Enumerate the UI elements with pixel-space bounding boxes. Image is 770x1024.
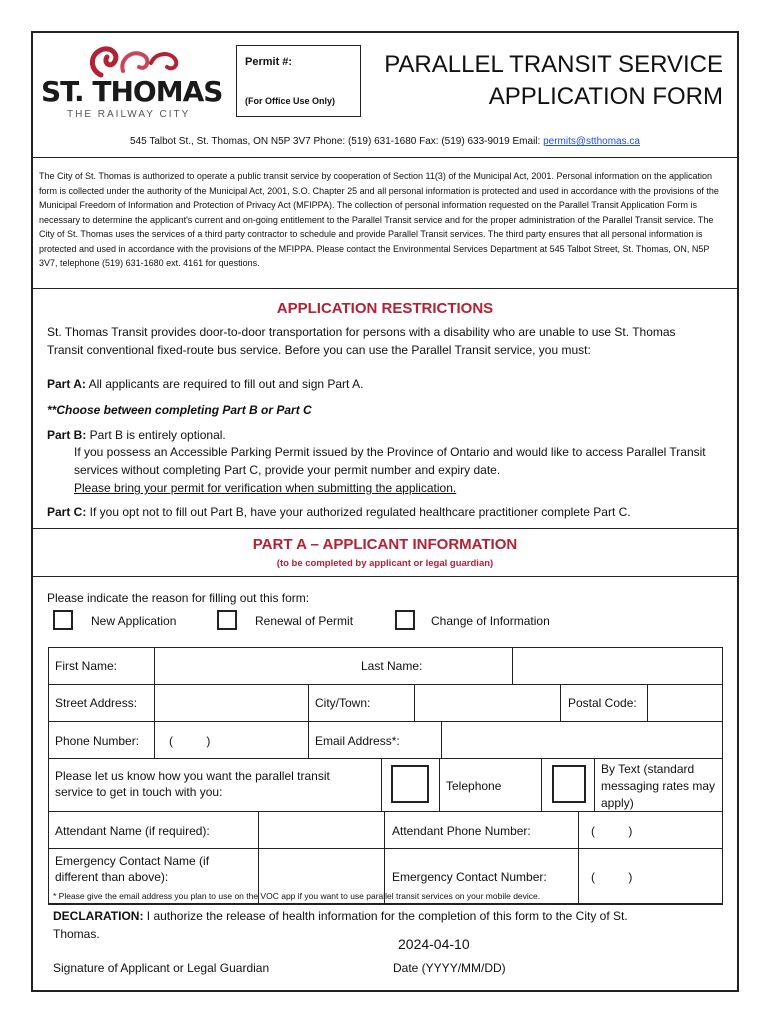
renewal-checkbox[interactable] [217, 610, 237, 630]
grid-line [49, 684, 722, 685]
part-a-subtitle: (to be completed by applicant or legal guardian) [276, 558, 494, 569]
title-line-2: APPLICATION FORM [488, 83, 723, 110]
signature-label: Signature of Applicant or Legal Guardian [53, 961, 270, 975]
email-field[interactable] [442, 722, 722, 758]
emergency-contact-label: Emergency Contact Name (if different than above): [55, 854, 210, 884]
part-a-title: PART A – APPLICANT INFORMATION [252, 536, 518, 553]
grid-line [439, 758, 440, 811]
applicant-info-grid [48, 647, 723, 904]
part-b-note [47, 426, 226, 444]
attendant-phone-label: Attendant Phone Number: [392, 824, 531, 838]
change-info-checkbox[interactable] [395, 610, 415, 630]
last-name-field[interactable] [513, 648, 722, 684]
divider [33, 528, 737, 529]
restrictions-intro: St. Thomas Transit provides door-to-door transportation for persons with a disability who are unable to use St. Thomas Transit conventional fixed-route bus service. Before you can use the Parallel Transit service, you must: [47, 325, 676, 357]
email-footnote: * Please give the email address you plan to use on the VOC app if you want to use parallel transit services on your mobile device. [53, 891, 541, 901]
text-checkbox[interactable] [552, 765, 586, 803]
divider [48, 904, 723, 905]
text-option-label: By Text (standard messaging rates may apply) [601, 762, 716, 810]
contact-preference-label: Please let us know how you want the parallel transit service to get in touch with you: [55, 769, 330, 799]
grid-line [381, 758, 382, 811]
permit-office-note: (For Office Use Only) [245, 96, 336, 106]
part-a-text: All applicants are required to fill out and sign Part A. [85, 377, 364, 391]
part-a-label: Part A: [47, 377, 86, 391]
logo-wordmark: ST. THOMAS [41, 75, 223, 108]
attendant-phone-field[interactable]: ( ) [591, 824, 633, 838]
grid-line [154, 721, 155, 758]
change-info-label: Change of Information [431, 614, 550, 628]
logo-tagline: THE RAILWAY CITY [67, 109, 191, 120]
attendant-name-label: Attendant Name (if required): [55, 824, 210, 838]
telephone-label: Telephone [446, 779, 502, 793]
privacy-notice: The City of St. Thomas is authorized to operate a public transit service by cooperation of Section 11(3) of the Municipal Act, 2001. Personal information on the application form is collected under the authority of the Municipal Act, 2001, S.O. Chapter 25 and all personal information is protected and used in accordance with the provisions of the Municipal Freedom of Information and Protection of Privacy Act (MFIPPA). The collection of personal information requested on the Parallel Transit Application Form is necessary to determine the applicant's current and on-going entitlement to the Parallel Transit service and for the proper administration of the Parallel Transit service. The City of St. Thomas uses the services of a third party contractor to schedule and provide Parallel Transit services. The third party ensures that all personal information is protected and used in accordance with the provisions of the MFIPPA. Please contact the Environmental Services Department at 545 Talbot Street, St. Thomas, ON, N5P 3V7, telephone (519) 631-1680 ext. 4161 for questions. [39, 171, 719, 268]
divider [33, 288, 737, 289]
grid-line [308, 684, 309, 758]
new-application-label: New Application [91, 614, 177, 628]
grid-line [578, 811, 579, 905]
grid-line [541, 758, 542, 811]
reason-prompt: Please indicate the reason for filling out this form: [47, 591, 310, 605]
restrictions-title: APPLICATION RESTRICTIONS [276, 300, 494, 317]
contact-address: 545 Talbot St., St. Thomas, ON N5P 3V7 Phone: (519) 631-1680 Fax: (519) 633-9019 Email: [130, 136, 544, 147]
choose-note: **Choose between completing Part B or Part C [47, 403, 312, 417]
date-label: Date (YYYY/MM/DD) [393, 961, 506, 975]
form-title [384, 49, 723, 113]
declaration-text: I authorize the release of health information for the completion of this form to the City of St. Thomas. [53, 909, 628, 941]
contact-email-link[interactable]: permits@stthomas.ca [543, 136, 640, 147]
part-b-label: Part B: [47, 428, 87, 442]
street-address-field[interactable] [155, 685, 307, 721]
part-c-note [47, 503, 631, 521]
grid-line [49, 758, 722, 759]
last-name-label: Last Name: [361, 659, 423, 673]
phone-field[interactable]: ( ) [169, 734, 211, 748]
telephone-checkbox[interactable] [391, 765, 429, 803]
city-field[interactable] [415, 685, 560, 721]
city-label: City/Town: [315, 696, 371, 710]
form-page [31, 31, 739, 992]
grid-line [560, 684, 561, 721]
date-field[interactable]: 2024-04-10 [398, 936, 470, 952]
first-name-field[interactable] [155, 648, 360, 684]
emergency-phone-label: Emergency Contact Number: [392, 870, 547, 884]
part-c-label: Part C: [47, 505, 87, 519]
part-b-verification: Please bring your permit for verification when submitting the application. [74, 481, 457, 495]
grid-line [49, 848, 722, 849]
permit-label: Permit #: [245, 56, 293, 68]
title-line-1: PARALLEL TRANSIT SERVICE [384, 51, 723, 78]
grid-line [594, 758, 595, 811]
postal-code-label: Postal Code: [568, 696, 637, 710]
divider [33, 576, 737, 577]
email-label: Email Address*: [315, 734, 400, 748]
divider [33, 157, 737, 158]
part-a-note [47, 375, 363, 393]
postal-code-field[interactable] [648, 685, 722, 721]
contact-info [33, 136, 737, 147]
renewal-label: Renewal of Permit [255, 614, 354, 628]
part-c-text: If you opt not to fill out Part B, have your authorized regulated healthcare practitioner complete Part C. [86, 505, 631, 519]
first-name-label: First Name: [55, 659, 118, 673]
emergency-phone-field[interactable]: ( ) [591, 870, 633, 884]
part-b-text: Part B is entirely optional. [86, 428, 226, 442]
street-address-label: Street Address: [55, 696, 138, 710]
phone-label: Phone Number: [55, 734, 140, 748]
attendant-name-field[interactable] [259, 812, 383, 848]
declaration [53, 907, 663, 943]
new-application-checkbox[interactable] [53, 610, 73, 630]
declaration-label: DECLARATION: [53, 909, 144, 923]
part-b-detail: If you possess an Accessible Parking Permit issued by the Province of Ontario and would like to access Parallel Transit services without completing Part C, provide your permit number and expiry date. [74, 445, 706, 477]
permit-number-box[interactable] [236, 45, 361, 117]
